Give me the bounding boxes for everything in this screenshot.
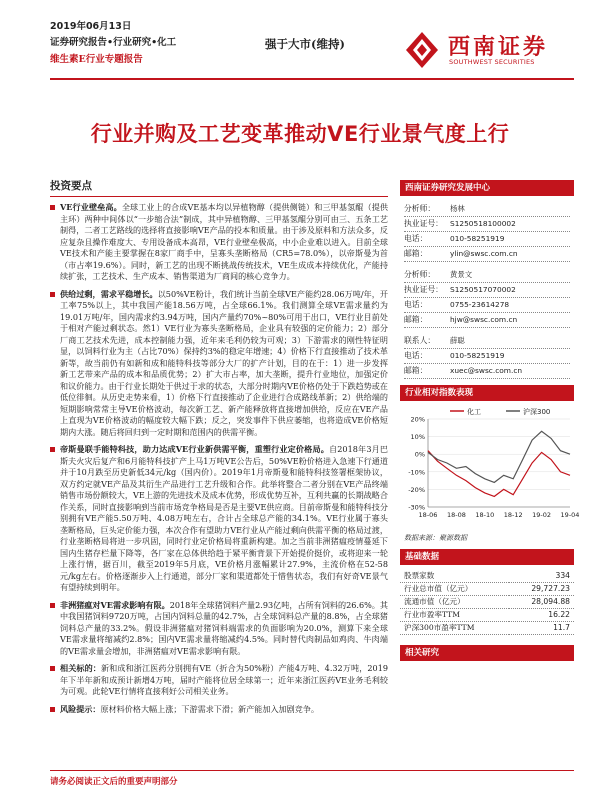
- x-tick-label: 18-08: [446, 511, 466, 519]
- analyst-row: [404, 247, 570, 262]
- analyst-card: [400, 334, 574, 379]
- analyst-field-label: 分析师：: [404, 270, 436, 279]
- chart-source: 数据来源：聚源数据: [404, 534, 467, 542]
- analyst-field-value: 010-58251919: [450, 351, 505, 360]
- analyst-row: [404, 334, 570, 349]
- basic-data-label: 沪深300市盈率TTM: [400, 621, 509, 634]
- bullet-lead: 相关标的：: [60, 663, 101, 673]
- analyst-row: [404, 349, 570, 364]
- y-tick-label: 10%: [410, 433, 425, 442]
- analyst-field-value: 薛聪: [450, 336, 465, 345]
- analyst-row: [404, 202, 570, 217]
- bullet-lead: 非洲猪瘟对VE需求影响有限。: [60, 599, 170, 610]
- basic-data-row: [400, 621, 574, 634]
- investment-highlights: [50, 178, 388, 721]
- analyst-field-label: 邮箱：: [404, 315, 428, 324]
- analyst-field-label: 执业证号：: [404, 219, 443, 228]
- header-divider: [50, 78, 574, 80]
- report-header: [0, 0, 600, 92]
- x-tick-label: 18-12: [503, 511, 523, 519]
- legend-label: 沪深300: [523, 408, 551, 416]
- analyst-row: [404, 298, 570, 313]
- analyst-field-label: 邮箱：: [404, 366, 428, 375]
- analyst-row: [404, 313, 570, 328]
- analyst-row: [404, 232, 570, 247]
- report-title: 行业并购及工艺变革推动VE行业景气度上行: [90, 122, 510, 146]
- bullet-lead: 风险提示：: [60, 703, 101, 714]
- analyst-field-value: ylin@swsc.com.cn: [450, 249, 518, 258]
- analyst-field-label: 分析师：: [404, 204, 436, 213]
- analyst-field-value: hjw@swsc.com.cn: [450, 315, 518, 324]
- basic-data-row: [400, 595, 574, 608]
- basic-data-value: 11.7: [509, 621, 574, 634]
- basic-data-value: 16.22: [509, 608, 574, 621]
- analyst-field-label: 邮箱：: [404, 249, 428, 258]
- analyst-row: [404, 268, 570, 283]
- x-tick-label: 18-10: [475, 511, 495, 519]
- bullet-lead: 帝斯曼联手能特科技，助力达成VE行业新供需平衡，重塑行业定价格局。: [60, 444, 329, 454]
- industry-rating: 强于大市(维持): [265, 37, 345, 51]
- analyst-field-label: 执业证号：: [404, 285, 443, 294]
- footer: [50, 770, 574, 787]
- y-tick-label: -10%: [408, 468, 425, 477]
- bullet-text: 全球工业上的合成VE基本均以异植物醇（提供侧链）和三甲基氢醌（提供主环）两种中间体以“一步缩合法”制成，其中异植物醇、三甲基氢醌分别可由三、五条工艺制得，二者工艺路线的选择将直接影响VE产品的投本和质量。由于涉及原料和方法众多，反应复杂且操作难度大、专用设备成本高昂，VE行业壁垒极高，中小企业难以进入。目前全球VE技术和产能主要掌握在8家厂商手中，呈寡头垄断格局（CR5=78.0%），以帝斯曼为首（市占率19.6%）。同时，新工艺的出现不断挑战传统技术，VE生成成本持续优化，产能持续扩张，工艺技术、生产成本、销售渠道为厂商间的核心竞争力。: [60, 202, 388, 281]
- analyst-field-label: 联系人：: [404, 336, 436, 345]
- series-line: [428, 431, 570, 482]
- basic-data-row: [400, 608, 574, 621]
- bullet-text: 自2018年3月巴斯夫火灾后复产和6月能特科技扩产上马1万吨VE公告后，50%VE粉价格进入急速下行通道并于10月跌至历史新低34元/kg（国内价）。2019年1月帝斯曼和能特科技签署框架协议，双方约定就VE产品及其衍生产品进行工艺升级和合作。此举将整合二者分别在VE产品终端销售市场份额较大，VE上游的先进技术及成本优势，形成优势互补，互利共赢的长期战略合作关系，同时直接影响到当前市场竞争格局是否是主要VE供应商。目前帝斯曼和能特科技分别拥有VE产能5.50万吨、4.08万吨左右，合计占全球总产能的34.1%。VE行业属于寡头垄断格局，巨头定价能力强，本次合作有望助力VE行业从产能过剩向供需平衡的格局过渡，行业垄断格局将进一步巩固，同时行业定价格局将重新构建。加之当前非洲猪瘟疫情蔓延下国内生猪存栏量下降等，各厂家在总体供给趋于紧平衡背景下开始提价挺价，或将迎来一轮上涨行情，据百川，截至2019年5月底，VE价格月涨幅累计27.9%，主流价格在52-58元/kg左右。价格逐渐步入上行通道，部分厂家和渠道都处于惜售状态，我们有好奇VE景气有望持续到明年。: [60, 444, 389, 592]
- investment-bullet: [50, 600, 388, 658]
- analyst-field-value: 杨林: [450, 204, 465, 213]
- basic-data-row: [400, 569, 574, 582]
- report-date: 2019年06月13日: [50, 21, 132, 32]
- x-tick-label: 18-06: [418, 511, 438, 519]
- bullet-lead: VE行业壁垒高。: [60, 202, 122, 212]
- report-series: 维生素E行业专题报告: [50, 54, 143, 65]
- team-title: 西南证券研究发展中心: [400, 180, 574, 196]
- bullet-text: 以50%VE粉计，我们统计当前全球VE产能约28.06万吨/年，开工率75%以上，其中我国产能18.56万吨，占全球66.1%。我们测算全球VE需求量约为19.01万吨/年，国内需求约3.94万吨，国内产量约70%~80%可用于出口，VE行业目前处于相对产能过剩状态。然1）VE行业为寡头垄断格局，企业具有较强的定价能力；2）部分厂商工艺技术先进，成本控制能力强，近年来毛利仍较为可观；3）下游需求的刚性特征明显，以饲料行业为主（占比70%）保持约3%的稳定年增速；4）价格下行直接推动了技术革新等，故当前仍有如新和成和能特科技等部分大厂的扩产计划，目的在于：1）进一步发挥新工艺带来产品的成本和品质优势；2）扩大市占率，加大垄断，提升行业地位，加强定价和议价能力。由于行业长期处于供过于求的状态，大部分时期内VE价格仍处于下跌趋势或在低位徘徊。从历史走势来看，1）价格下行直接推动了企业进行合成路线革新；2）供给端的短期影响常常主导VE价格波动，每次新工艺、新产能释放将直接增加供给，反应在VE产品上直现为VE价格波动的幅度较大幅下跌；反之，突发事件下供应萎缩，也将造成VE价格短期内大涨。随后将回归到一定时期和范围内的供需平衡。: [60, 288, 388, 437]
- analyst-row: [404, 283, 570, 298]
- investment-bullet: [50, 704, 388, 716]
- analyst-field-value: xuec@swsc.com.cn: [450, 366, 523, 375]
- analyst-field-value: 010-58251919: [450, 234, 505, 243]
- x-tick-label: 19-04: [560, 511, 580, 519]
- logo-text-cn: 西南证券: [448, 35, 549, 60]
- analyst-card: [400, 268, 574, 328]
- logo-mark-icon: [402, 30, 442, 70]
- analyst-field-label: 电话：: [404, 300, 428, 309]
- investment-bullet: [50, 663, 388, 698]
- y-tick-label: -30%: [408, 503, 425, 512]
- basic-data-label: 流通市值（亿元）: [400, 595, 509, 608]
- report-type: 证券研究报告•行业研究•化工: [50, 37, 177, 48]
- logo-text-en: SOUTHWEST SECURITIES: [449, 58, 535, 66]
- basic-data-label: 股票家数: [400, 569, 509, 582]
- basic-data-label: 行业总市值（亿元）: [400, 582, 509, 595]
- basic-data-value: 29,727.23: [509, 582, 574, 595]
- basic-data-row: [400, 582, 574, 595]
- related-research-title: 相关研究: [400, 645, 574, 661]
- analyst-field-value: S1250518100002: [450, 219, 516, 228]
- y-tick-label: 20%: [410, 415, 425, 424]
- analyst-field-label: 电话：: [404, 351, 428, 360]
- analyst-field-value: 黄景文: [450, 270, 473, 279]
- analyst-card: [400, 202, 574, 262]
- investment-heading: 投资要点: [50, 178, 388, 197]
- x-tick-label: 19-02: [532, 511, 552, 519]
- basic-data-label: 行业市盈率TTM: [400, 608, 509, 621]
- bullet-text: 2018年全球猪饲料产量2.93亿吨，占所有饲料的26.6%。其中我国猪饲料9720万吨，占国内饲料总量的42.7%，占全球饲料总产量的8.8%，占全球猪饲料总产量的33.2%。假设非洲猪瘟对猪饲料端需求的负面影响为20.0%，测算下来全球VE需求量将缩减约2.8%；国内VE需求量将缩减约4.5%。同时替代肉制品如鸡肉、牛肉端的VE需求量会增加，非洲猪瘟对VE需求影响有限。: [60, 599, 389, 656]
- basic-data-title: 基础数据: [400, 549, 574, 565]
- analyst-row: [404, 217, 570, 232]
- disclaimer: 请务必阅读正文后的重要声明部分: [50, 777, 178, 787]
- investment-bullet: [50, 202, 388, 283]
- analyst-field-label: 电话：: [404, 234, 428, 243]
- analyst-field-value: 0755-23614278: [450, 300, 510, 309]
- company-logo: [402, 28, 572, 72]
- analyst-field-value: S1250517070002: [450, 285, 516, 294]
- sidebar: [400, 180, 580, 661]
- bullet-lead: 供给过剩，需求平稳增长。: [60, 288, 158, 299]
- investment-bullet: [50, 289, 388, 439]
- chart-title: 行业相对指数表现: [400, 385, 574, 401]
- basic-data-table: [400, 569, 574, 635]
- bullet-text: 原材料价格大幅上涨；下游需求下滑；新产能加入加剧竞争。: [100, 703, 320, 714]
- bullet-text: 新和成和浙江医药分别拥有VE（折合为50%粉）产能4万吨、4.32万吨，2019年下半年新和成预计新增4万吨，届时产能将位居全球第一；近年来浙江医药VE业务毛利较为可观。此轮VE行情将直接利好公司相关业务。: [60, 663, 388, 696]
- basic-data-value: 28,094.88: [509, 595, 574, 608]
- basic-data-value: 334: [509, 569, 574, 582]
- analyst-row: [404, 364, 570, 379]
- relative-index-chart: [400, 403, 580, 531]
- legend-label: 化工: [467, 408, 481, 416]
- y-tick-label: 0%: [414, 450, 425, 459]
- relative-index-svg: [400, 403, 580, 531]
- investment-bullet: [50, 444, 388, 594]
- y-tick-label: -20%: [408, 485, 425, 494]
